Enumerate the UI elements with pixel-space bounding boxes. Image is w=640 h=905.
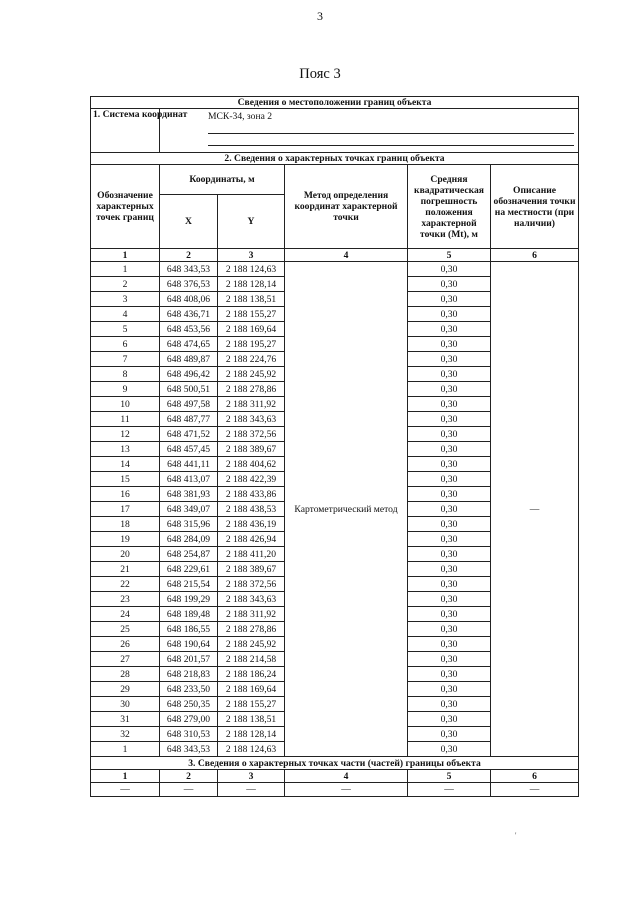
point-error: 0,30 <box>408 547 491 562</box>
point-error: 0,30 <box>408 727 491 742</box>
point-error: 0,30 <box>408 262 491 277</box>
empty-value: — <box>285 783 408 797</box>
zone-title: Пояс 3 <box>299 66 341 82</box>
point-number: 25 <box>91 622 160 637</box>
fill-line <box>208 133 574 134</box>
point-x: 648 250,35 <box>160 697 218 712</box>
point-x: 648 474,65 <box>160 337 218 352</box>
point-number: 30 <box>91 697 160 712</box>
point-y: 2 188 311,92 <box>218 397 285 412</box>
column-number: 6 <box>491 249 579 262</box>
point-y: 2 188 155,27 <box>218 307 285 322</box>
point-y: 2 188 224,76 <box>218 352 285 367</box>
point-error: 0,30 <box>408 562 491 577</box>
point-number: 2 <box>91 277 160 292</box>
point-y: 2 188 278,86 <box>218 622 285 637</box>
point-number: 3 <box>91 292 160 307</box>
point-error: 0,30 <box>408 367 491 382</box>
point-error: 0,30 <box>408 442 491 457</box>
point-number: 7 <box>91 352 160 367</box>
point-number: 4 <box>91 307 160 322</box>
point-y: 2 188 214,58 <box>218 652 285 667</box>
page-number: 3 <box>317 9 323 23</box>
point-x: 648 254,87 <box>160 547 218 562</box>
point-y: 2 188 372,56 <box>218 577 285 592</box>
header-description: Описание обозначения точки на местности (при наличии) <box>491 165 579 249</box>
coordinate-system-cell <box>160 109 579 153</box>
header-y: Y <box>218 195 285 249</box>
point-error: 0,30 <box>408 682 491 697</box>
point-number: 1 <box>91 742 160 757</box>
point-y: 2 188 186,24 <box>218 667 285 682</box>
point-y: 2 188 436,19 <box>218 517 285 532</box>
point-number: 31 <box>91 712 160 727</box>
point-error: 0,30 <box>408 412 491 427</box>
section3-title: 3. Сведения о характерных точках части (частей) границы объекта <box>91 757 579 770</box>
empty-value: — <box>160 783 218 797</box>
point-error: 0,30 <box>408 487 491 502</box>
point-number: 24 <box>91 607 160 622</box>
point-number: 23 <box>91 592 160 607</box>
point-y: 2 188 422,39 <box>218 472 285 487</box>
point-number: 1 <box>91 262 160 277</box>
point-x: 648 500,51 <box>160 382 218 397</box>
point-x: 648 189,48 <box>160 607 218 622</box>
point-error: 0,30 <box>408 292 491 307</box>
point-x: 648 376,53 <box>160 277 218 292</box>
point-error: 0,30 <box>408 532 491 547</box>
point-number: 8 <box>91 367 160 382</box>
point-error: 0,30 <box>408 457 491 472</box>
point-y: 2 188 411,20 <box>218 547 285 562</box>
empty-value: — <box>218 783 285 797</box>
point-error: 0,30 <box>408 577 491 592</box>
point-error: 0,30 <box>408 397 491 412</box>
point-x: 648 218,83 <box>160 667 218 682</box>
point-number: 6 <box>91 337 160 352</box>
point-y: 2 188 278,86 <box>218 382 285 397</box>
point-error: 0,30 <box>408 517 491 532</box>
fill-line <box>208 145 574 146</box>
point-x: 648 310,53 <box>160 727 218 742</box>
point-x: 648 215,54 <box>160 577 218 592</box>
point-error: 0,30 <box>408 382 491 397</box>
point-number: 12 <box>91 427 160 442</box>
column-number: 2 <box>160 770 218 783</box>
point-error: 0,30 <box>408 277 491 292</box>
table-row <box>91 783 579 797</box>
point-y: 2 188 245,92 <box>218 367 285 382</box>
point-x: 648 186,55 <box>160 622 218 637</box>
empty-value: — <box>91 783 160 797</box>
column-number: 3 <box>218 770 285 783</box>
point-x: 648 441,11 <box>160 457 218 472</box>
point-x: 648 315,96 <box>160 517 218 532</box>
point-number: 14 <box>91 457 160 472</box>
point-error: 0,30 <box>408 607 491 622</box>
header-coordinates: Координаты, м <box>160 165 285 195</box>
column-number: 2 <box>160 249 218 262</box>
point-x: 648 201,57 <box>160 652 218 667</box>
empty-value: — <box>408 783 491 797</box>
point-y: 2 188 138,51 <box>218 712 285 727</box>
section2-title: 2. Сведения о характерных точках границ объекта <box>91 153 579 165</box>
point-number: 18 <box>91 517 160 532</box>
point-x: 648 349,07 <box>160 502 218 517</box>
point-error: 0,30 <box>408 592 491 607</box>
point-number: 21 <box>91 562 160 577</box>
point-x: 648 487,77 <box>160 412 218 427</box>
point-error: 0,30 <box>408 307 491 322</box>
point-x: 648 233,50 <box>160 682 218 697</box>
point-x: 648 343,53 <box>160 262 218 277</box>
coordinate-system-label: 1. Система координат <box>91 109 160 153</box>
point-number: 9 <box>91 382 160 397</box>
point-x: 648 457,45 <box>160 442 218 457</box>
point-y: 2 188 343,63 <box>218 592 285 607</box>
column-number: 1 <box>91 249 160 262</box>
point-error: 0,30 <box>408 352 491 367</box>
point-x: 648 489,87 <box>160 352 218 367</box>
point-error: 0,30 <box>408 712 491 727</box>
point-error: 0,30 <box>408 742 491 757</box>
point-number: 26 <box>91 637 160 652</box>
column-number: 3 <box>218 249 285 262</box>
point-y: 2 188 195,27 <box>218 337 285 352</box>
point-y: 2 188 438,53 <box>218 502 285 517</box>
column-number: 1 <box>91 770 160 783</box>
point-x: 648 453,56 <box>160 322 218 337</box>
point-error: 0,30 <box>408 322 491 337</box>
point-x: 648 497,58 <box>160 397 218 412</box>
point-y: 2 188 433,86 <box>218 487 285 502</box>
header-designation: Обозначение характерных точек границ <box>91 165 160 249</box>
point-x: 648 279,00 <box>160 712 218 727</box>
point-y: 2 188 389,67 <box>218 562 285 577</box>
point-x: 648 471,52 <box>160 427 218 442</box>
point-number: 27 <box>91 652 160 667</box>
coordinate-system-value: МСК-34, зона 2 <box>208 111 273 122</box>
column-number: 4 <box>285 770 408 783</box>
column-number: 5 <box>408 770 491 783</box>
point-x: 648 381,93 <box>160 487 218 502</box>
point-y: 2 188 169,64 <box>218 682 285 697</box>
point-y: 2 188 124,63 <box>218 742 285 757</box>
header-method: Метод определения координат характерной точки <box>285 165 408 249</box>
point-error: 0,30 <box>408 472 491 487</box>
header-x: X <box>160 195 218 249</box>
scan-mark: ' <box>515 831 517 840</box>
point-x: 648 408,06 <box>160 292 218 307</box>
column-number: 6 <box>491 770 579 783</box>
point-y: 2 188 245,92 <box>218 637 285 652</box>
point-number: 10 <box>91 397 160 412</box>
point-number: 28 <box>91 667 160 682</box>
point-y: 2 188 311,92 <box>218 607 285 622</box>
point-x: 648 229,61 <box>160 562 218 577</box>
point-number: 5 <box>91 322 160 337</box>
table-row <box>91 262 579 277</box>
point-number: 22 <box>91 577 160 592</box>
point-y: 2 188 169,64 <box>218 322 285 337</box>
point-error: 0,30 <box>408 622 491 637</box>
point-number: 19 <box>91 532 160 547</box>
point-y: 2 188 155,27 <box>218 697 285 712</box>
point-number: 29 <box>91 682 160 697</box>
point-x: 648 496,42 <box>160 367 218 382</box>
point-number: 32 <box>91 727 160 742</box>
point-x: 648 436,71 <box>160 307 218 322</box>
point-x: 648 199,29 <box>160 592 218 607</box>
point-number: 13 <box>91 442 160 457</box>
point-number: 15 <box>91 472 160 487</box>
point-y: 2 188 372,56 <box>218 427 285 442</box>
point-error: 0,30 <box>408 667 491 682</box>
point-number: 17 <box>91 502 160 517</box>
point-error: 0,30 <box>408 427 491 442</box>
point-y: 2 188 128,14 <box>218 277 285 292</box>
boundary-table <box>90 96 579 797</box>
point-x: 648 284,09 <box>160 532 218 547</box>
column-number: 5 <box>408 249 491 262</box>
point-y: 2 188 343,63 <box>218 412 285 427</box>
point-number: 11 <box>91 412 160 427</box>
point-y: 2 188 389,67 <box>218 442 285 457</box>
description-cell: — <box>491 262 579 757</box>
point-y: 2 188 138,51 <box>218 292 285 307</box>
point-error: 0,30 <box>408 337 491 352</box>
point-x: 648 413,07 <box>160 472 218 487</box>
point-y: 2 188 426,94 <box>218 532 285 547</box>
point-x: 648 343,53 <box>160 742 218 757</box>
point-error: 0,30 <box>408 697 491 712</box>
column-number: 4 <box>285 249 408 262</box>
point-number: 20 <box>91 547 160 562</box>
table-title: Сведения о местоположении границ объекта <box>91 97 579 109</box>
point-error: 0,30 <box>408 637 491 652</box>
method-cell: Картометрический метод <box>285 262 408 757</box>
point-y: 2 188 128,14 <box>218 727 285 742</box>
point-error: 0,30 <box>408 652 491 667</box>
point-number: 16 <box>91 487 160 502</box>
point-y: 2 188 404,62 <box>218 457 285 472</box>
point-error: 0,30 <box>408 502 491 517</box>
empty-value: — <box>491 783 579 797</box>
point-x: 648 190,64 <box>160 637 218 652</box>
header-error: Средняя квадратическая погрешность положения характерной точки (Mt), м <box>408 165 491 249</box>
point-y: 2 188 124,63 <box>218 262 285 277</box>
